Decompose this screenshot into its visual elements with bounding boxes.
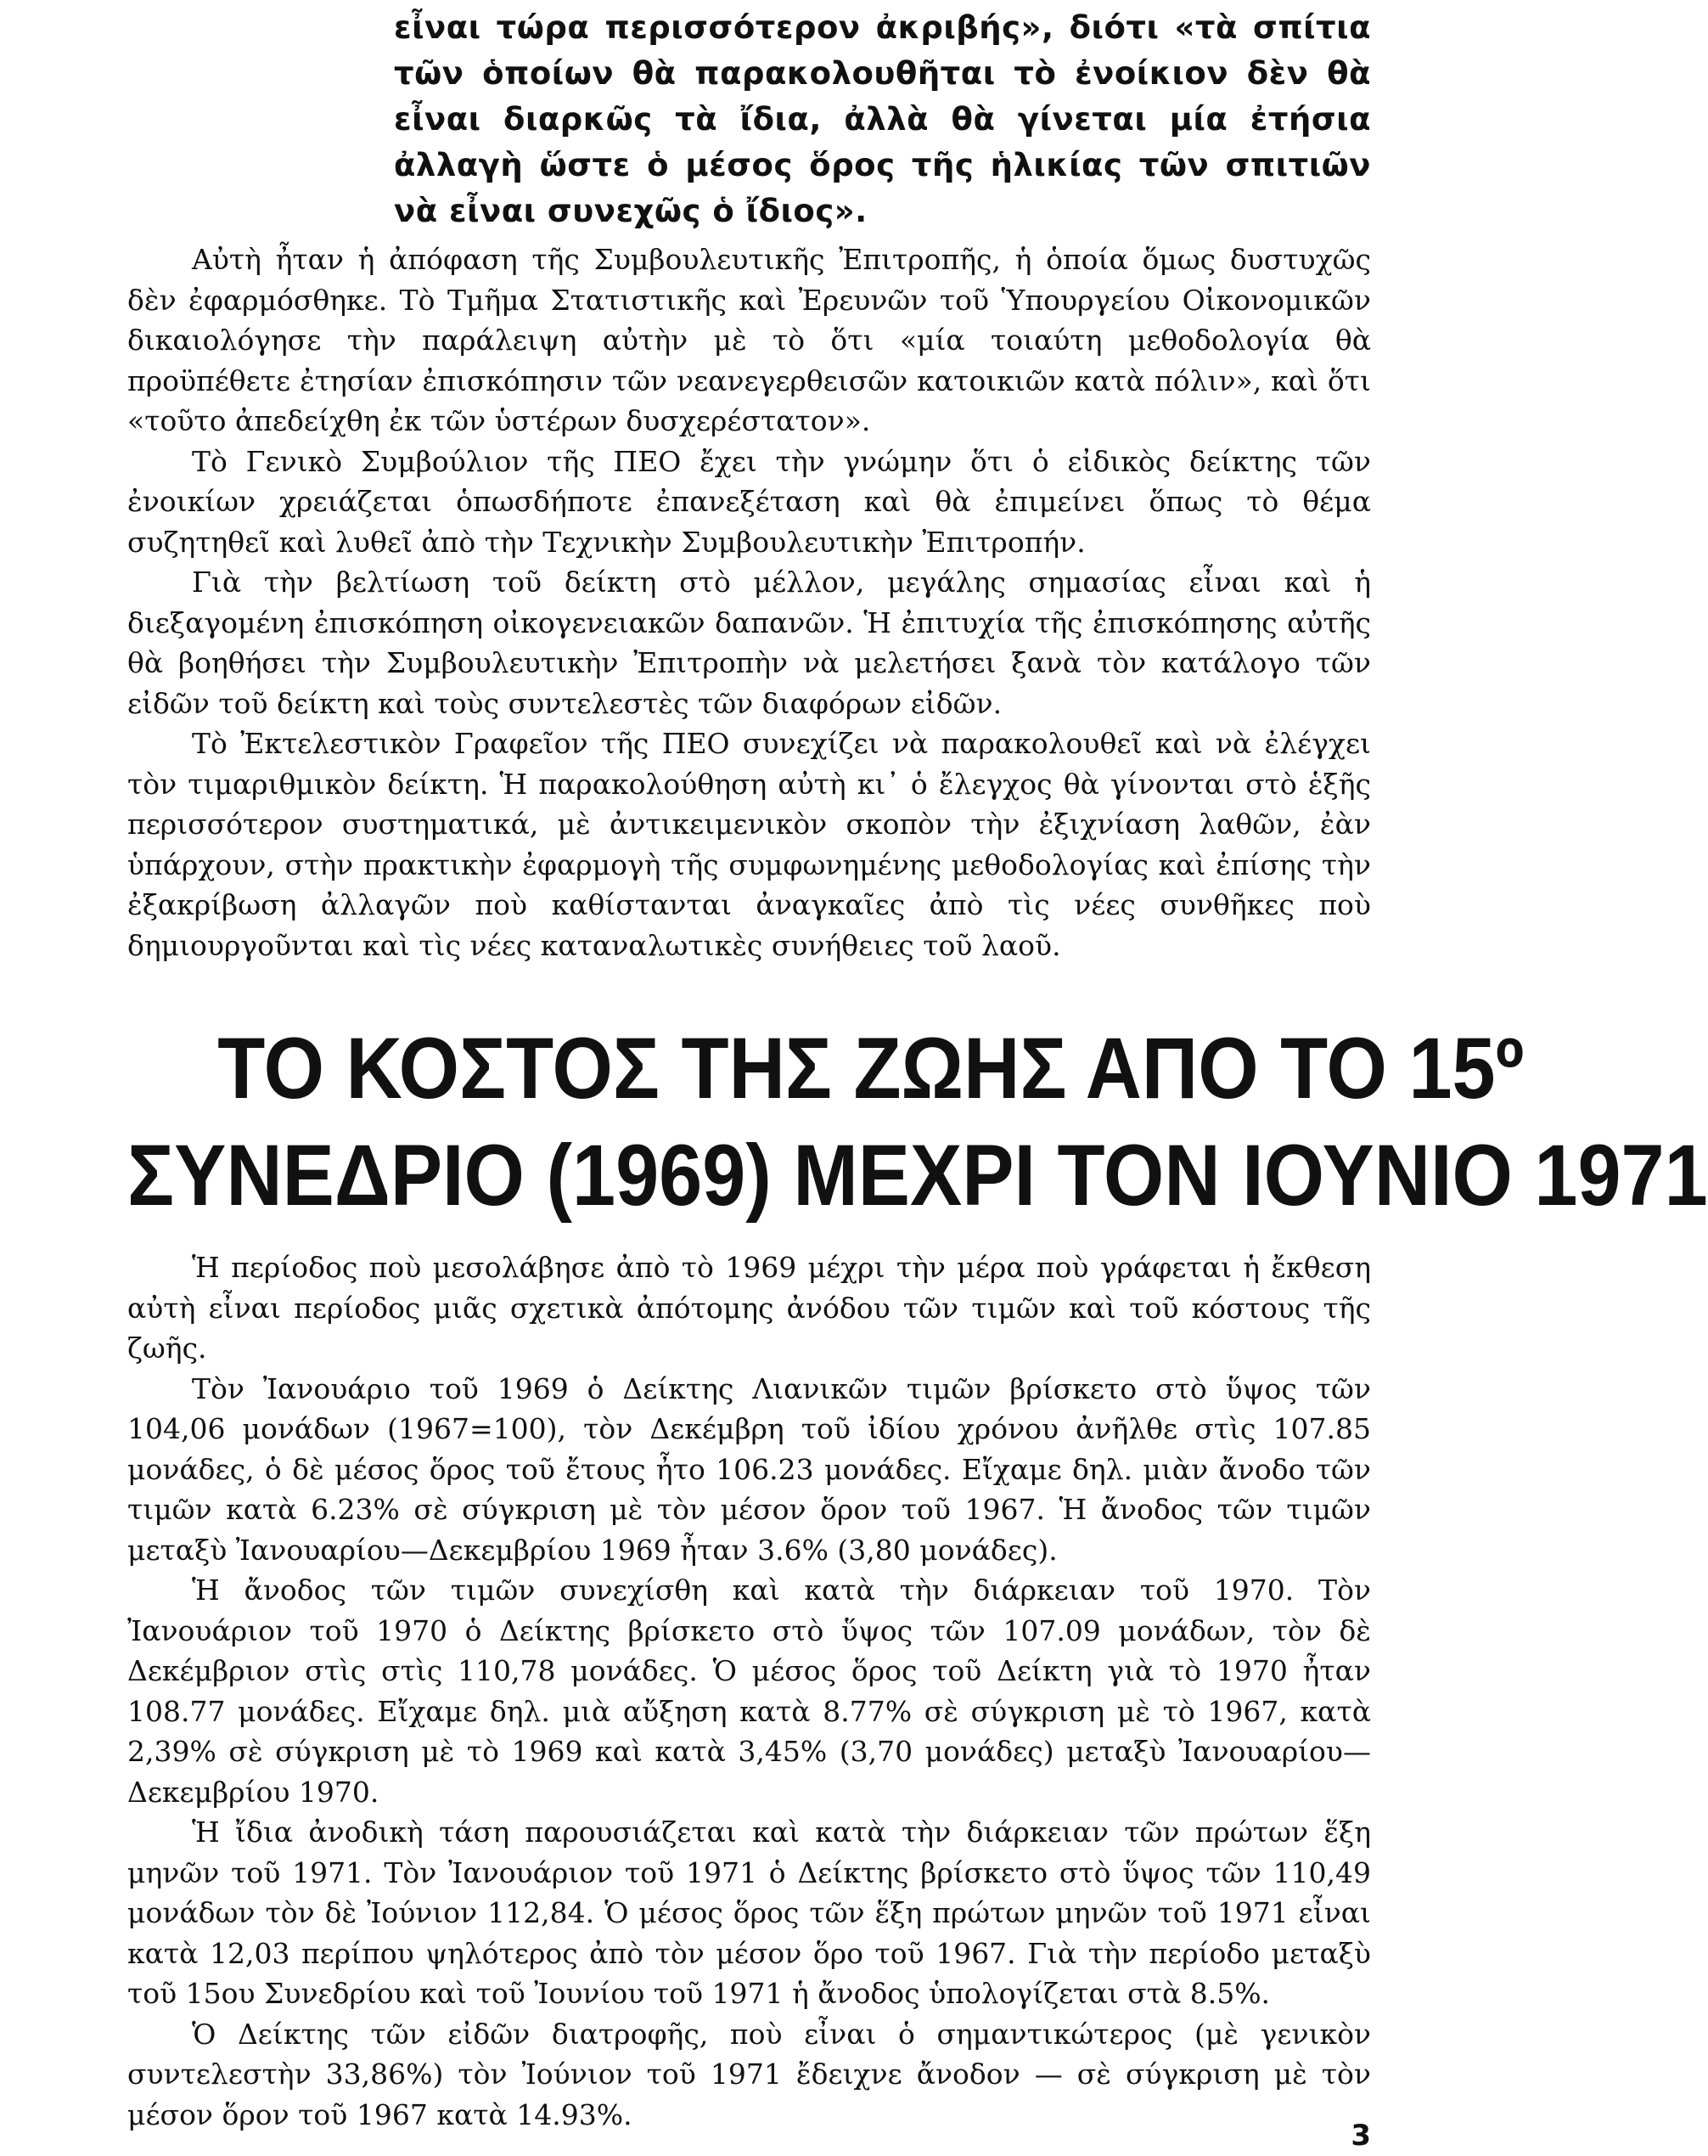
paragraph-food-index: Ὁ Δείκτης τῶν εἰδῶν διατροφῆς, ποὺ εἶναι ὁ σημαντικώτερος (μὲ γενικὸν συντελεστὴν 33,86%) τὸν Ἰούνιον τοῦ 1971 ἔδειχνε ἄνοδον — σὲ σύγκριση μὲ τὸν μέσον ὅρον τοῦ 1967 κατὰ 14.93%.	[127, 2017, 1371, 2131]
continuation-quote: εἶναι τώρα περισσότερον ἀκριβής», διότι «τὰ σπίτια τῶν ὁποίων θὰ παρακολουθῆται τὸ ἐνοίκιον δὲν θὰ εἶναι διαρκῶς τὰ ἴδια, ἀλλὰ θὰ γίνεται μία ἐτήσια ἀλλαγὴ ὥστε ὁ μέσος ὅρος τῆς ἡλικίας τῶν σπιτιῶν νὰ εἶναι συνεχῶς ὁ ἴδιος».	[394, 9, 1371, 229]
section-heading-line-2: ΣΥΝΕΔΡΙΟ (1969) ΜΕΧΡΙ ΤΟΝ ΙΟΥΝΙΟ 1971	[127, 1127, 1708, 1224]
paragraph-1969-prices: Τὸν Ἰανουάριο τοῦ 1969 ὁ Δείκτης Λιανικῶν τιμῶν βρίσκετο στὸ ὕψος τῶν 104,06 μονάδων (1967=100), τὸν Δεκέμβρη τοῦ ἰδίου χρόνου ἀνῆλθε στὶς 107.85 μονάδες, ὁ δὲ μέσος ὅρος τοῦ ἔτους ἦτο 106.23 μονάδες. Εἴχαμε δηλ. μιὰν ἄνοδο τῶν τιμῶν κατὰ 6.23% σὲ σύγκριση μὲ τὸν μέσον ὅρον τοῦ 1967. Ἡ ἄνοδος τῶν τιμῶν μεταξὺ Ἰανουαρίου—Δεκεμβρίου 1969 ἦταν 3.6% (3,80 μονάδες).	[127, 1371, 1371, 1567]
section-heading	[127, 1015, 1708, 1229]
paragraph-general-council: Τὸ Γενικὸ Συμβούλιον τῆς ΠΕΟ ἔχει τὴν γνώμην ὅτι ὁ εἰδικὸς δείκτης τῶν ἐνοικίων χρειάζεται ὁπωσδήποτε ἐπανεξέταση καὶ θὰ ἐπιμείνει ὅπως τὸ θέμα συζητηθεῖ καὶ λυθεῖ ἀπὸ τὴν Τεχνικὴν Συμβουλευτικὴν Ἐπιτροπήν.	[127, 444, 1371, 559]
section-heading-line-1: ΤΟ ΚΟΣΤΟΣ ΤΗΣ ΖΩΗΣ ΑΠΟ ΤΟ 15º	[217, 1020, 1525, 1117]
paragraph-advisory-decision: Αὐτὴ ἦταν ἡ ἀπόφαση τῆς Συμβουλευτικῆς Ἐπιτροπῆς, ἡ ὁποία ὅμως δυστυχῶς δὲν ἐφαρμόσθηκε. Τὸ Τμῆμα Στατιστικῆς καὶ Ἐρευνῶν τοῦ Ὑπουργείου Οἰκονομικῶν δικαιολόγησε τὴν παράλειψη αὐτὴν μὲ τὸ ὅτι «μία τοιαύτη μεθοδολογία θὰ προϋπέθετε ἐτησίαν ἐπισκόπησιν τῶν νεανεγερθεισῶν κατοικιῶν κατὰ πόλιν», καὶ ὅτι «τοῦτο ἀπεδείχθη ἐκ τῶν ὑστέρων δυσχερέστατον».	[127, 243, 1371, 437]
paragraph-1971-prices: Ἡ ἴδια ἀνοδικὴ τάση παρουσιάζεται καὶ κατὰ τὴν διάρκειαν τῶν πρώτων ἕξη μηνῶν τοῦ 1971. Τὸν Ἰανουάριον τοῦ 1971 ὁ Δείκτης βρίσκετο στὸ ὕψος τῶν 110,49 μονάδων τὸν δὲ Ἰούνιον 112,84. Ὁ μέσος ὅρος τῶν ἕξη πρώτων μηνῶν τοῦ 1971 εἶναι κατὰ 12,03 περίπου ψηλότερος ἀπὸ τὸν μέσον ὅρο τοῦ 1967. Γιὰ τὴν περίοδο μεταξὺ τοῦ 15ου Συνεδρίου καὶ τοῦ Ἰουνίου τοῦ 1971 ἡ ἄνοδος ὑπολογίζεται στὰ 8.5%.	[127, 1815, 1371, 2010]
paragraph-period-overview: Ἡ περίοδος ποὺ μεσολάβησε ἀπὸ τὸ 1969 μέχρι τὴν μέρα ποὺ γράφεται ἡ ἔκθεση αὐτὴ εἶναι περίοδος μιᾶς σχετικὰ ἀπότομης ἀνόδου τῶν τιμῶν καὶ τοῦ κόστους τῆς ζωῆς.	[127, 1251, 1371, 1365]
document-page	[127, 0, 1708, 2156]
paragraph-index-improvement: Γιὰ τὴν βελτίωση τοῦ δείκτη στὸ μέλλον, μεγάλης σημασίας εἶναι καὶ ἡ διεξαγομένη ἐπισκόπηση οἰκογενειακῶν δαπανῶν. Ἡ ἐπιτυχία τῆς ἐπισκόπησης αὐτῆς θὰ βοηθήσει τὴν Συμβουλευτικὴν Ἐπιτροπὴν νὰ μελετήσει ξανὰ τὸν κατάλογο τῶν εἰδῶν τοῦ δείκτη καὶ τοὺς συντελεστὲς τῶν διαφόρων εἰδῶν.	[127, 566, 1371, 720]
paragraph-1970-prices: Ἡ ἄνοδος τῶν τιμῶν συνεχίσθη καὶ κατὰ τὴν διάρκειαν τοῦ 1970. Τὸν Ἰανουάριον τοῦ 1970 ὁ Δείκτης βρίσκετο στὸ ὕψος τῶν 107.09 μονάδων, τὸν δὲ Δεκέμβριον στὶς στὶς 110,78 μονάδες. Ὁ μέσος ὅρος τοῦ Δείκτη γιὰ τὸ 1970 ἦταν 108.77 μονάδες. Εἴχαμε δηλ. μιὰ αὔξηση κατὰ 8.77% σὲ σύγκριση μὲ τὸ 1967, κατὰ 2,39% σὲ σύγκριση μὲ τὸ 1969 καὶ κατὰ 3,45% (3,70 μονάδες) μεταξὺ Ἰανουαρίου—Δεκεμβρίου 1970.	[127, 1573, 1371, 1809]
paragraph-executive-office: Τὸ Ἐκτελεστικὸν Γραφεῖον τῆς ΠΕΟ συνεχίζει νὰ παρακολουθεῖ καὶ νὰ ἐλέγχει τὸν τιμαριθμικὸν δείκτη. Ἡ παρακολούθηση αὐτὴ κι᾽ ὁ ἔλεγχος θὰ γίνονται στὸ ἑξῆς περισσότερον συστηματικά, μὲ ἀντικειμενικὸν σκοπὸν τὴν ἐξιχνίαση λαθῶν, ἐὰν ὑπάρχουν, στὴν πρακτικὴν ἐφαρμογὴ τῆς συμφωνημένης μεθοδολογίας καὶ ἐπίσης τὴν ἐξακρίβωση ἀλλαγῶν ποὺ καθίστανται ἀναγκαῖες ἀπὸ τὶς νέες συνθῆκες ποὺ δημιουργοῦνται καὶ τὶς νέες καταναλωτικὲς συνήθειες τοῦ λαοῦ.	[127, 727, 1371, 962]
page-number: 3	[1351, 2119, 1371, 2153]
